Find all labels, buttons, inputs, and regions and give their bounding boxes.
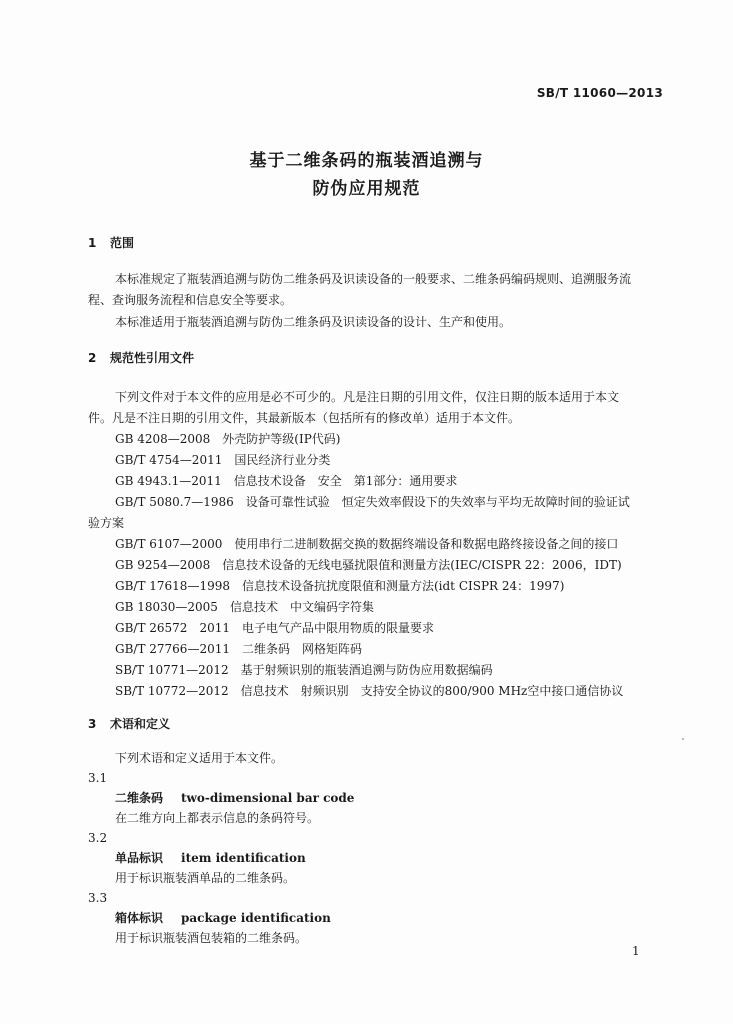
reference-title: 电子电气产品中限用物质的限量要求 (241, 621, 434, 635)
term-english: two-dimensional bar code (181, 791, 355, 805)
section-title: 范围 (110, 236, 135, 250)
reference-item (115, 578, 564, 594)
reference-code: GB/T 27766—2011 (115, 642, 230, 656)
reference-title: 二维条码 网格矩阵码 (241, 642, 362, 656)
term-number: 3.1 (88, 771, 108, 785)
scope-paragraph-line-1: 本标准规定了瓶装酒追溯与防伪二维条码及识读设备的一般要求、二维条码编码规则、追溯服务流 (115, 272, 632, 286)
term-chinese: 箱体标识 (115, 911, 164, 925)
reference-item (115, 473, 457, 489)
reference-title: 使用串行二进制数据交换的数据终端设备和数据电路终接设备之间的接口 (234, 537, 619, 551)
scan-artifact (682, 738, 684, 740)
reference-item (115, 452, 330, 468)
scope-paragraph-2: 本标准适用于瓶装酒追溯与防伪二维条码及识读设备的设计、生产和使用。 (115, 315, 512, 329)
references-intro-line-2: 件。凡是不注日期的引用文件，其最新版本（包括所有的修改单）适用于本文件。 (88, 411, 521, 425)
reference-item-continuation: 验方案 (88, 516, 125, 530)
terms-intro: 下列术语和定义适用于本文件。 (115, 751, 284, 765)
section-number: 1 (88, 236, 97, 250)
reference-code: GB 4208—2008 (115, 432, 211, 446)
term-english: item identification (181, 851, 306, 865)
section-number: 3 (88, 717, 97, 731)
document-title-line-2: 防伪应用规范 (312, 179, 421, 199)
reference-item (115, 536, 618, 552)
reference-item (115, 599, 374, 615)
reference-item (115, 683, 623, 699)
reference-item (115, 620, 434, 636)
reference-code: GB 4943.1—2011 (115, 474, 222, 488)
reference-item (115, 662, 493, 678)
term-number: 3.2 (88, 831, 108, 845)
page-number: 1 (632, 944, 640, 958)
term-definition: 用于标识瓶装酒单品的二维条码。 (115, 871, 296, 885)
reference-code: GB 9254—2008 (115, 558, 211, 572)
term-chinese: 二维条码 (115, 791, 164, 805)
reference-title: 信息技术 中文编码字符集 (229, 600, 374, 614)
section-1-heading (88, 235, 134, 251)
term-definition: 用于标识瓶装酒包装箱的二维条码。 (115, 931, 308, 945)
reference-code: SB/T 10771—2012 (115, 663, 229, 677)
reference-item (115, 431, 340, 447)
reference-title: 信息技术设备抗扰度限值和测量方法(idt CISPR 24：1997) (241, 579, 565, 593)
reference-code: GB/T 17618—1998 (115, 579, 230, 593)
section-title: 规范性引用文件 (110, 351, 195, 365)
standard-code: SB/T 11060—2013 (536, 86, 663, 100)
term-entry (115, 850, 306, 866)
reference-title: 信息技术设备 安全 第1部分：通用要求 (233, 474, 458, 488)
reference-code: SB/T 10772—2012 (115, 684, 229, 698)
reference-code: GB/T 6107—2000 (115, 537, 223, 551)
references-intro-line-1: 下列文件对于本文件的应用是必不可少的。凡是注日期的引用文件，仅注日期的版本适用于本文 (115, 390, 620, 404)
section-2-heading (88, 350, 194, 366)
reference-item (115, 557, 622, 573)
term-entry (115, 790, 354, 806)
section-title: 术语和定义 (110, 717, 171, 731)
term-english: package identification (181, 911, 331, 925)
section-number: 2 (88, 351, 97, 365)
term-number: 3.3 (88, 891, 108, 905)
reference-title: 基于射频识别的瓶装酒追溯与防伪应用数据编码 (240, 663, 493, 677)
reference-title: 国民经济行业分类 (234, 453, 331, 467)
reference-item (115, 641, 362, 657)
document-title-line-1: 基于二维条码的瓶装酒追溯与 (249, 151, 484, 171)
scope-paragraph-line-2: 程、查询服务流程和信息安全等要求。 (88, 293, 293, 307)
term-entry (115, 910, 331, 926)
reference-code: GB/T 5080.7—1986 (115, 495, 234, 509)
term-chinese: 单品标识 (115, 851, 164, 865)
reference-item (115, 494, 630, 510)
reference-code: GB/T 4754—2011 (115, 453, 223, 467)
section-3-heading (88, 716, 170, 732)
term-definition: 在二维方向上都表示信息的条码符号。 (115, 811, 320, 825)
reference-title: 信息技术 射频识别 支持安全协议的800/900 MHz空中接口通信协议 (240, 684, 624, 698)
reference-title: 设备可靠性试验 恒定失效率假设下的失效率与平均无故障时间的验证试 (245, 495, 630, 509)
reference-title: 外壳防护等级(IP代码) (222, 432, 341, 446)
reference-title: 信息技术设备的无线电骚扰限值和测量方法(IEC/CISPR 22：2006，IDT) (222, 558, 622, 572)
reference-code: GB 18030—2005 (115, 600, 218, 614)
reference-code: GB/T 26572 2011 (115, 621, 230, 635)
